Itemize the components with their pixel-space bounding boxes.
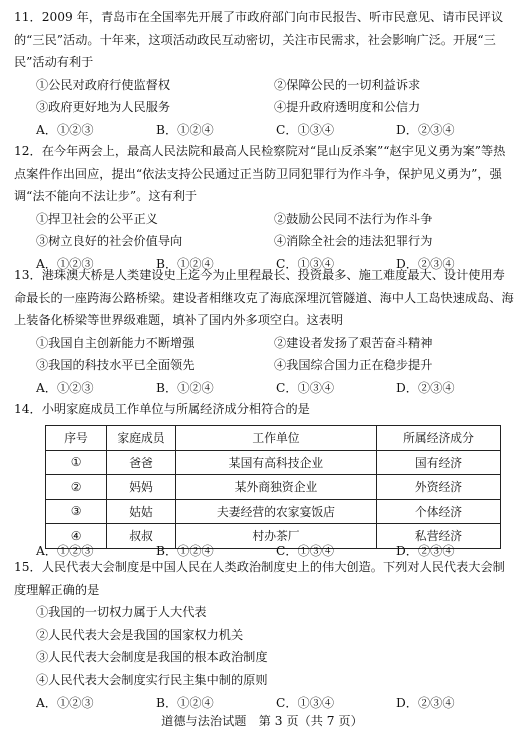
choice-a: A．①②③: [36, 256, 94, 271]
question-12: [14, 140, 514, 276]
choice-list: [14, 377, 514, 400]
choice-c: C．①③④: [276, 380, 335, 395]
table-row: [46, 450, 501, 475]
question-stem: 15．人民代表大会制度是中国人民在人类政治制度史上的伟大创造。下列对人民代表大会制度理解正确的是: [14, 560, 505, 597]
table-cell: 妈妈: [107, 475, 176, 500]
column-header: 序号: [46, 426, 107, 451]
choice-b: B．①②④: [156, 544, 214, 558]
choice-d: D．②③④: [396, 695, 455, 710]
choice-a: A．①②③: [36, 544, 94, 558]
statement: ②保障公民的一切利益诉求: [274, 77, 421, 92]
family-work-table: [45, 425, 501, 549]
question-13: [14, 264, 514, 400]
question-15: [14, 556, 514, 714]
choice-d: D．②③④: [396, 122, 455, 137]
statement: ③政府更好地为人民服务: [36, 100, 171, 115]
table-cell: 私营经济: [377, 524, 501, 549]
choice-c: C．①③④: [276, 544, 335, 558]
table-cell: 村办茶厂: [176, 524, 377, 549]
choice-c: C．①③④: [276, 256, 335, 271]
statement: ④提升政府透明度和公信力: [274, 100, 421, 115]
choice-c: C．①③④: [276, 695, 335, 710]
choice-a: A．①②③: [36, 380, 94, 395]
statement: ①我国自主创新能力不断增强: [36, 335, 195, 350]
table-cell: 外资经济: [377, 475, 501, 500]
statement: ①捍卫社会的公平正义: [36, 211, 158, 226]
table-cell: ③: [46, 499, 107, 524]
table-row: [46, 499, 501, 524]
column-header: 工作单位: [176, 426, 377, 451]
statement: ③树立良好的社会价值导向: [36, 234, 183, 249]
choice-list: [14, 119, 514, 142]
choice-a: A．①②③: [36, 122, 94, 137]
choice-d: D．②③④: [396, 380, 455, 395]
table-cell: 某国有高科技企业: [176, 450, 377, 475]
statement: ④消除全社会的违法犯罪行为: [274, 234, 433, 249]
choice-b: B．①②④: [156, 122, 214, 137]
table-cell: ④: [46, 524, 107, 549]
table-row: [46, 475, 501, 500]
statement: ①我国的一切权力属于人大代表: [36, 605, 207, 620]
choice-d: D．②③④: [396, 256, 455, 271]
table-cell: 某外商独资企业: [176, 475, 377, 500]
statement: ②人民代表大会是我国的国家权力机关: [36, 627, 244, 642]
table-cell: ②: [46, 475, 107, 500]
statement-list: [14, 332, 514, 377]
table-cell: 国有经济: [377, 450, 501, 475]
question-stem: 14．小明家庭成员工作单位与所属经济成分相符合的是: [14, 402, 310, 416]
choice-d: D．②③④: [396, 544, 455, 558]
statement: ④我国综合国力正在稳步提升: [274, 358, 433, 373]
choice-b: B．①②④: [156, 256, 214, 271]
choice-list: [14, 692, 514, 715]
question-stem: 11．2009 年，青岛市在全国率先开展了市政府部门向市民报告、听市民意见、请市民评议的“三民”活动。十年来，这项活动政民互动密切，关注市民需求，社会影响广泛。开展“三民”活动有利于: [14, 10, 504, 70]
table-cell: 夫妻经营的农家宴饭店: [176, 499, 377, 524]
table-header-row: [46, 426, 501, 451]
page-footer: 道德与法治试题 第 3 页（共 7 页）: [161, 714, 363, 728]
statement: ①公民对政府行使监督权: [36, 77, 171, 92]
choice-b: B．①②④: [156, 380, 214, 395]
choice-b: B．①②④: [156, 695, 214, 710]
table-cell: 爸爸: [107, 450, 176, 475]
statement: ③人民代表大会制度是我国的根本政治制度: [36, 650, 268, 665]
table-cell: 个体经济: [377, 499, 501, 524]
question-stem: 13．港珠澳大桥是人类建设史上迄今为止里程最长、投资最多、施工难度最大、设计使用寿命最长的一座跨海公路桥梁。建设者相继攻克了海底深埋沉管隧道、海中人工岛快速成岛、海上装备化桥梁等世界级难题，填补了国内外多项空白。这表明: [14, 268, 514, 328]
table-cell: 叔叔: [107, 524, 176, 549]
statement: ③我国的科技水平已全面领先: [36, 358, 195, 373]
table-cell: ①: [46, 450, 107, 475]
statement-list: [14, 208, 514, 253]
question-14: [14, 398, 514, 421]
choice-a: A．①②③: [36, 695, 94, 710]
statement: ②建设者发扬了艰苦奋斗精神: [274, 335, 433, 350]
statement: ④人民代表大会制度实行民主集中制的原则: [36, 672, 268, 687]
choice-c: C．①③④: [276, 122, 335, 137]
statement-list: [14, 74, 514, 119]
statement: ②鼓励公民同不法行为作斗争: [274, 211, 433, 226]
column-header: 所属经济成分: [377, 426, 501, 451]
table-cell: 姑姑: [107, 499, 176, 524]
question-stem: 12．在今年两会上，最高人民法院和最高人民检察院对“昆山反杀案”“赵宇见义勇为案”等热点案件作出回应，提出“依法支持公民通过正当防卫同犯罪行为作斗争，保护见义勇为”，强调“法不能向不法让步”。这有利于: [14, 144, 506, 204]
column-header: 家庭成员: [107, 426, 176, 451]
question-11: [14, 6, 514, 142]
